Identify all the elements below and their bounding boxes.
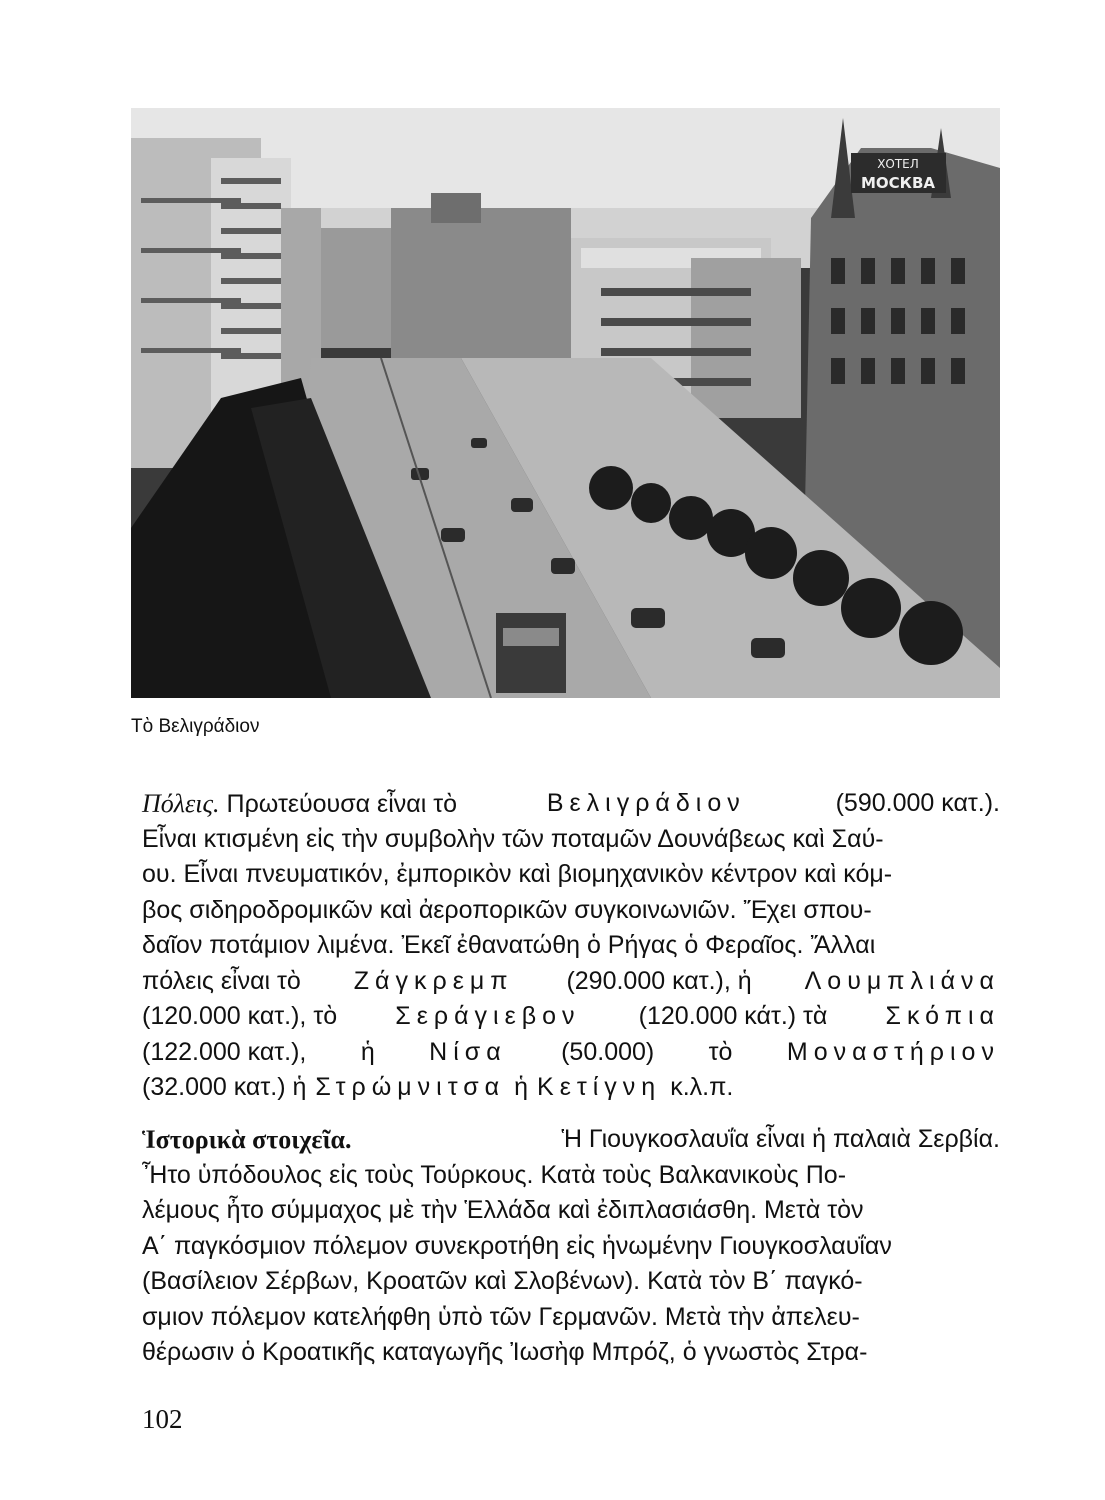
history-line-4-text: Α΄ παγκόσμιον πόλεμον συνεκροτήθη εἰς ἡνωμένην Γιουγκοσλαυΐαν [142, 1231, 892, 1260]
cities-line-7-a: (120.000 κατ.), τὸ [142, 1002, 338, 1030]
cities-line-8-b: ἡ [360, 1037, 375, 1066]
photo-caption: Τὸ Βελιγράδιον [131, 716, 260, 737]
city-sarajevo: Σεράγιεβον [395, 1002, 581, 1030]
cities-line-5-text: δαῖον ποτάμιον λιμένα. Ἐκεῖ ἐθανατώθη ὁ Ρήγας ὁ Φεραῖος. Ἄλλαι [142, 931, 876, 959]
cities-line-9-c: ἡ [514, 1073, 529, 1101]
city-ljubljana: Λουμπλιάνα [804, 966, 1000, 995]
cities-line-8-e: τὸ [708, 1037, 733, 1066]
cities-line-1-text: Πρωτεύουσα εἶναι τὸ [226, 790, 457, 818]
section-history [142, 1122, 1000, 1371]
cities-line-3-text: ου. Εἶναι πνευματικόν, ἐμπορικὸν καὶ βιομηχανικὸν κέντρον καὶ κόμ- [142, 860, 893, 888]
city-nis: Νίσα [429, 1037, 507, 1066]
section-cities [142, 786, 1000, 1106]
belgrade-photo [131, 108, 1000, 698]
cities-line-4-text: βος σιδηροδρομικῶν καὶ ἀεροπορικῶν συγκοινωνιῶν. Ἔχει σπου- [142, 895, 872, 924]
cities-line-6-c: (290.000 κατ.), ἡ [566, 966, 752, 995]
city-strumica: Στρώμνιτσα [315, 1073, 506, 1101]
history-line-7 [142, 1335, 1000, 1371]
cities-line-8-d: (50.000) [561, 1037, 655, 1066]
cities-line-1 [142, 786, 1000, 822]
cities-line-6-a: πόλεις εἶναι τὸ [142, 966, 301, 995]
history-heading: Ἱστορικὰ στοιχεῖα. [142, 1125, 352, 1154]
history-line-2-text: Ἦτο ὑπόδουλος εἰς τοὺς Τούρκους. Κατὰ τοὺς Βαλκανικοὺς Πο- [142, 1160, 847, 1189]
history-line-6-text: σμιον πόλεμον κατελήφθη ὑπὸ τῶν Γερμανῶν. Μετὰ τὴν ἀπελευ- [142, 1302, 860, 1331]
cities-line-6 [142, 964, 1000, 1000]
cities-capital-name: Βελιγράδιον [546, 789, 746, 817]
history-line-4 [142, 1229, 1000, 1265]
history-line-3 [142, 1193, 1000, 1229]
history-line-2 [142, 1158, 1000, 1194]
cities-line-8 [142, 1035, 1000, 1071]
cities-line-2-text: Εἶναι κτισμένη εἰς τὴν συμβολὴν τῶν ποταμῶν Δουνάβεως καὶ Σαύ- [142, 824, 884, 853]
hotel-sign-line1: ХОТЕЛ [877, 157, 919, 171]
cities-line-7-c: (120.000 κάτ.) τὰ [638, 1002, 828, 1030]
cities-line-9-e: κ.λ.π. [670, 1073, 734, 1101]
cities-line-8-a: (122.000 κατ.), [142, 1037, 307, 1066]
city-cetinje: Κετίγνη [537, 1073, 662, 1101]
city-skopje: Σκόπια [885, 1002, 1000, 1030]
cities-heading: Πόλεις. [142, 789, 220, 818]
history-line-1-text: Ἡ Γιουγκοσλαυΐα εἶναι ἡ παλαιὰ Σερβία. [561, 1125, 1000, 1153]
history-line-6 [142, 1300, 1000, 1336]
city-zagreb: Ζάγκρεμπ [353, 966, 514, 995]
cities-line-5 [142, 928, 1000, 964]
cities-line-2 [142, 822, 1000, 858]
belgrade-photo-drawing [131, 108, 1000, 698]
history-line-5 [142, 1264, 1000, 1300]
page-number: 102 [142, 1404, 183, 1434]
cities-line-9 [142, 1070, 1000, 1106]
cities-line-4 [142, 893, 1000, 929]
history-line-3-text: λέμους ἦτο σύμμαχος μὲ τὴν Ἑλλάδα καὶ ἐδιπλασιάσθη. Μετὰ τὸν [142, 1196, 864, 1224]
history-line-5-text: (Βασίλειον Σέρβων, Κροατῶν καὶ Σλοβένων). Κατὰ τὸν Β΄ παγκό- [142, 1267, 863, 1295]
hotel-sign-line2: МОСКВА [861, 174, 935, 192]
cities-line-7 [142, 999, 1000, 1035]
cities-capital-pop: (590.000 κατ.). [835, 789, 1000, 817]
history-line-1 [142, 1122, 1000, 1158]
cities-line-3 [142, 857, 1000, 893]
history-line-7-text: θέρωσιν ὁ Κροατικῆς καταγωγῆς Ἰωσὴφ Μπρόζ, ὁ γνωστὸς Στρα- [142, 1338, 868, 1366]
city-bitola: Μοναστήριον [786, 1037, 1000, 1066]
cities-line-9-a: (32.000 κατ.) ἡ [142, 1073, 307, 1101]
